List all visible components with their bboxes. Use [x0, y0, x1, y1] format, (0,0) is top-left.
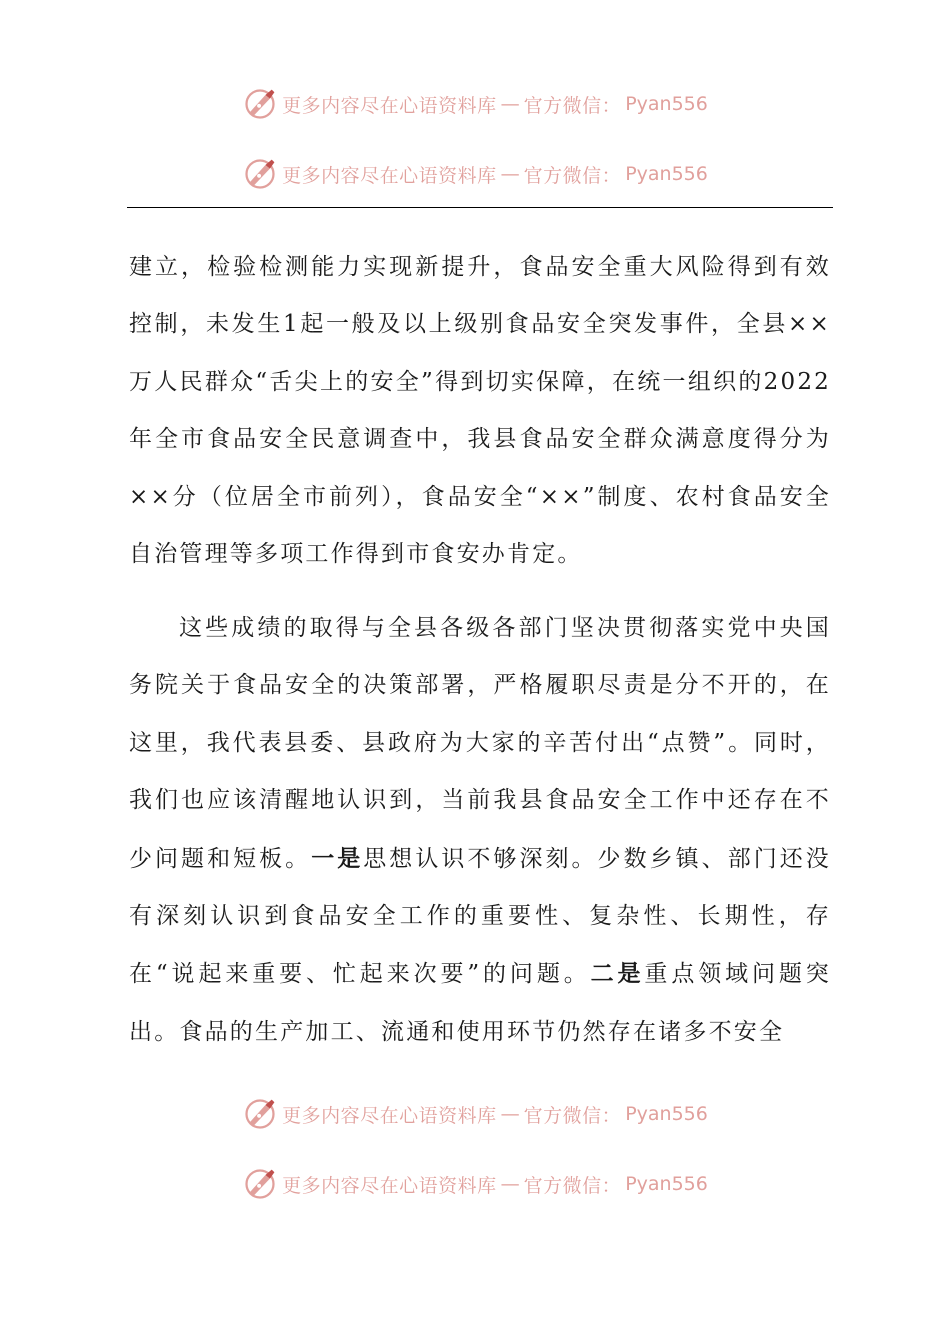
watermark-official: 官方微信： [523, 1174, 622, 1197]
point-2-lead: 二是 [590, 960, 645, 988]
point-1-text: 思想认识不够深刻。少数乡镇、部门还没有深刻认识到食品安全工作的重要性、复杂性、长期性，存在“说起来重要、忙起来次要”的问题。 [129, 845, 831, 988]
watermark-separator: — [500, 93, 520, 115]
watermark-footer-2 [0, 1164, 950, 1204]
pen-nib-logo-icon [242, 1096, 278, 1132]
paragraph-intro: 这些成绩的取得与全县各级各部门坚决贯彻落实党中央国务院关于食品安全的决策部署，严格履职尽责是分不开的，在这里，我代表县委、县政府为大家的辛苦付出“点赞”。同时，我们也应该清醒地认识到，当前我县食品安全工作中还存在不少问题和短板。 [129, 615, 831, 872]
watermark-text: 更多内容尽在心语资料库 [282, 1104, 497, 1127]
watermark-text: 更多内容尽在心语资料库 [282, 1174, 497, 1197]
watermark-text: 更多内容尽在心语资料库 [282, 164, 497, 187]
header-divider [127, 207, 833, 208]
watermark-official: 官方微信： [523, 164, 622, 187]
watermark-separator: — [500, 163, 520, 185]
watermark-text: 更多内容尽在心语资料库 [282, 94, 497, 117]
watermark-handle: Pyan556 [625, 93, 708, 115]
watermark-official: 官方微信： [523, 94, 622, 117]
watermark-official: 官方微信： [523, 1104, 622, 1127]
paragraph-achievements: 建立，检验检测能力实现新提升，食品安全重大风险得到有效控制，未发生1起一般及以上级别食品安全突发事件，全县××万人民群众“舌尖上的安全”得到切实保障，在统一组织的2022年全市食品安全民意调查中，我县食品安全群众满意度得分为××分（位居全市前列），食品安全“××”制度、农村食品安全自治管理等多项工作得到市食安办肯定。 [129, 254, 831, 568]
pen-nib-logo-icon [242, 86, 278, 122]
watermark-header-2 [0, 154, 950, 194]
watermark-separator: — [500, 1173, 520, 1195]
watermark-separator: — [500, 1103, 520, 1125]
point-2-text: 重点领域问题突出。食品的生产加工、流通和使用环节仍然存在诸多不安全 [129, 961, 831, 1045]
pen-nib-logo-icon [242, 1166, 278, 1202]
watermark-header-1 [0, 84, 950, 124]
pen-nib-logo-icon [242, 156, 278, 192]
point-1-lead: 一是 [311, 844, 364, 872]
watermark-handle: Pyan556 [625, 1103, 708, 1125]
paragraph-problems [129, 600, 831, 1061]
watermark-footer-1 [0, 1094, 950, 1134]
watermark-handle: Pyan556 [625, 163, 708, 185]
watermark-handle: Pyan556 [625, 1173, 708, 1195]
